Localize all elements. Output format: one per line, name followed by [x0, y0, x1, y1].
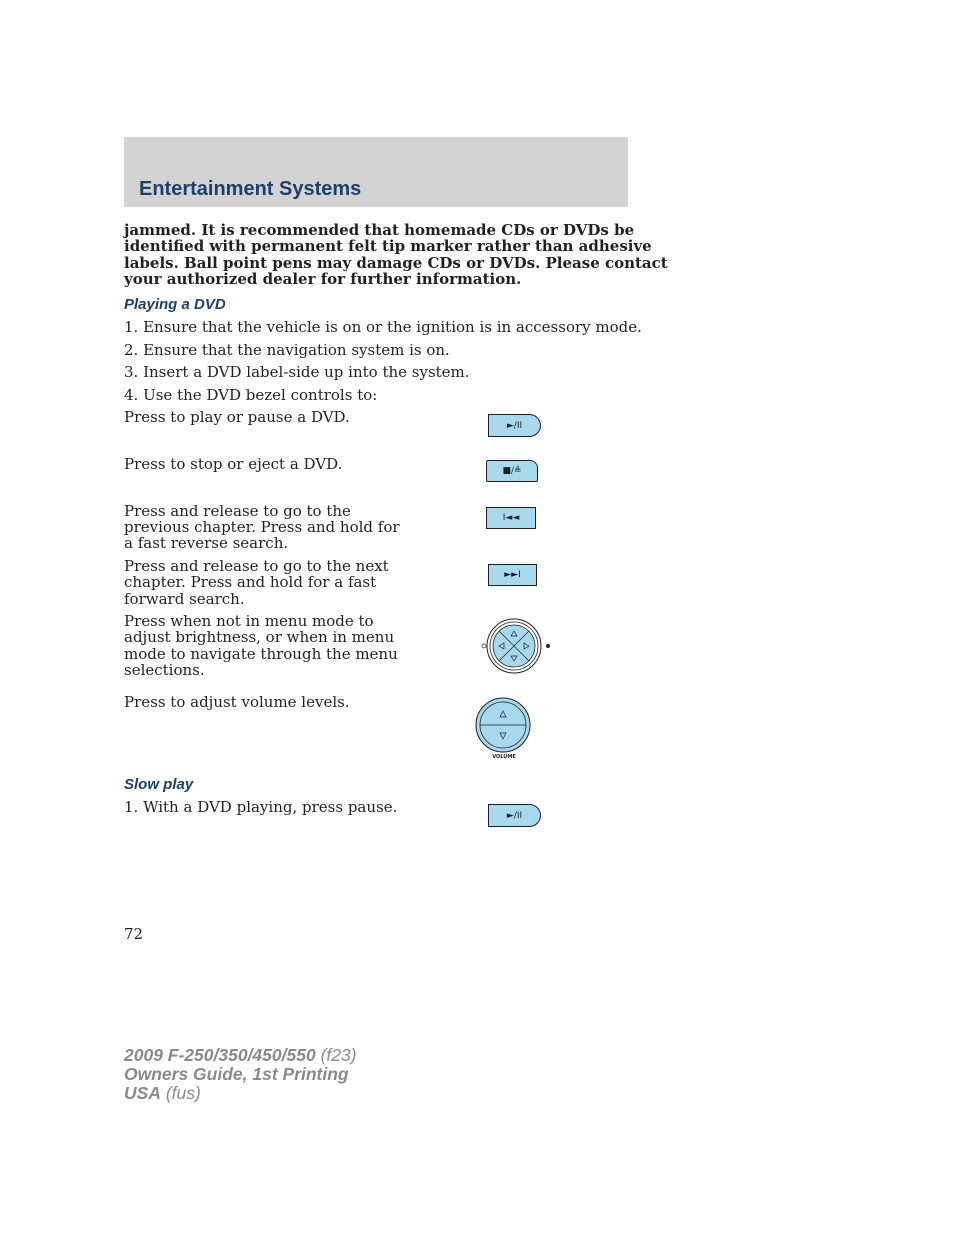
previous-chapter-icon: I◄◄ [486, 507, 536, 529]
play-pause-icon: ►/II [488, 414, 541, 437]
footer-model-code: (f23) [315, 1045, 357, 1065]
step-item: 1. With a DVD playing, press pause. [124, 798, 398, 816]
footer-printing: Owners Guide, 1st Printing [124, 1064, 349, 1084]
control-description: Press and release to go to the [124, 502, 351, 520]
intro-line: your authorized dealer for further information. [124, 270, 522, 288]
play-pause-icon: ►/II [488, 804, 541, 827]
step-item: 4. Use the DVD bezel controls to: [124, 386, 378, 404]
directional-pad-icon [476, 616, 552, 676]
stop-eject-icon: ■/≜ [486, 460, 538, 482]
volume-knob-icon [474, 696, 534, 754]
intro-line: identified with permanent felt tip marker rather than adhesive [124, 237, 652, 255]
heading-playing-dvd: Playing a DVD [124, 296, 226, 313]
heading-slow-play: Slow play [124, 776, 194, 793]
intro-line: jammed. It is recommended that homemade CDs or DVDs be [124, 221, 635, 239]
control-description: selections. [124, 661, 205, 679]
volume-label: VOLUME [492, 754, 516, 760]
control-description: previous chapter. Press and hold for [124, 518, 400, 536]
document-footer [124, 1046, 357, 1103]
footer-market-code: (fus) [160, 1083, 201, 1103]
control-description: Press when not in menu mode to [124, 612, 374, 630]
step-item: 2. Ensure that the navigation system is on. [124, 341, 450, 359]
control-description: Press to stop or eject a DVD. [124, 455, 343, 473]
control-description: Press and release to go to the next [124, 557, 389, 575]
control-description: Press to play or pause a DVD. [124, 408, 350, 426]
next-chapter-icon: ►►I [488, 564, 537, 586]
intro-line: labels. Ball point pens may damage CDs or DVDs. Please contact [124, 254, 668, 272]
step-item: 3. Insert a DVD label-side up into the system. [124, 363, 470, 381]
control-description: Press to adjust volume levels. [124, 693, 350, 711]
control-description: a fast reverse search. [124, 534, 289, 552]
control-description: forward search. [124, 590, 245, 608]
control-description: chapter. Press and hold for a fast [124, 573, 377, 591]
section-header-band [124, 137, 628, 207]
footer-model: 2009 F-250/350/450/550 [124, 1045, 316, 1065]
control-description: adjust brightness, or when in menu [124, 628, 395, 646]
footer-market: USA [124, 1083, 161, 1103]
page-number: 72 [124, 925, 144, 943]
step-item: 1. Ensure that the vehicle is on or the ignition is in accessory mode. [124, 318, 642, 336]
control-description: mode to navigate through the menu [124, 645, 398, 663]
section-title: Entertainment Systems [139, 178, 362, 200]
